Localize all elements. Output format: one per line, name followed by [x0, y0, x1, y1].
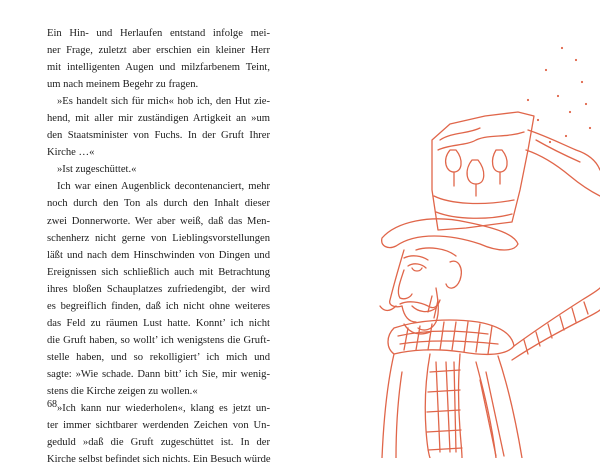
text-line: es begreiflich finden, daß ich nicht ohne weiteres: [47, 300, 270, 312]
right-page: [300, 0, 600, 458]
text-line: ner Frage, zuletzt aber erschien ein kleiner Herr: [47, 45, 270, 57]
text-line: stelle haben, und so rekolligiert’ ich mich und: [47, 351, 270, 363]
text-line: ihres bloßen Schauplatzes zufriedengibt, der wird: [47, 283, 270, 295]
text-line: schenherz nicht gerne von Lieblingsvorstellungen: [47, 232, 270, 244]
text-line: das Feld zu räumen Lust hatte. Konnt’ ich nicht: [47, 317, 270, 329]
text-line: »Ist zugeschüttet.«: [57, 164, 137, 176]
text-line: läßt und nach dem Hinschwinden von Dingen und: [47, 249, 270, 261]
speckle-dot: [527, 99, 529, 101]
paragraph: [47, 178, 270, 400]
text-line: noch durch den Ton als durch den Inhalt dieser: [47, 198, 270, 210]
body-text: [47, 25, 270, 468]
speckle-dots: [527, 47, 591, 143]
text-line: Ein Hin- und Herlaufen entstand infolge mei-: [47, 28, 270, 39]
paragraph: [47, 161, 270, 178]
text-line: ter immer sichtbarer werdenden Zeichen von Un-: [47, 420, 270, 432]
text-line: Ereignissen sich schließlich auch mit Betrachtung: [47, 266, 270, 278]
text-line: stens die Kirche zeigen zu wollen.«: [47, 385, 198, 397]
speckle-dot: [575, 59, 577, 61]
left-page: [0, 0, 300, 466]
text-line: sagte: »Wie schade. Dann bitt’ ich Sie, mir wenig-: [47, 368, 270, 380]
speckle-dot: [585, 103, 587, 105]
paragraph: [47, 93, 270, 161]
text-line: hend, mit aller mir zuständigen Artigkeit an »um: [47, 113, 270, 125]
speckle-dot: [557, 95, 559, 97]
speckle-dot: [565, 135, 567, 137]
speckle-dot: [589, 127, 591, 129]
text-line: um nach meinem Begehr zu fragen.: [47, 79, 199, 91]
text-line: geduld »daß die Gruft zugeschüttet ist. In der: [47, 437, 270, 449]
speckle-dot: [561, 47, 563, 49]
text-line: den Staatsminister von Fuchs. In der Gruft Ihrer: [47, 130, 270, 142]
speckle-dot: [569, 111, 571, 113]
speckle-dot: [549, 141, 551, 143]
page-number: 68: [47, 399, 57, 410]
text-line: Ich war einen Augenblick decontenanciert, mehr: [57, 181, 270, 193]
man-in-top-hat-with-scarf-icon: [300, 0, 600, 458]
text-line: die Gruft haben, so wollt’ ich wenigstens die Gruft-: [47, 334, 270, 346]
text-line: zwei Donnerworte. Wer aber weiß, daß das Men-: [47, 215, 270, 227]
speckle-dot: [581, 81, 583, 83]
text-line: mit intelligenten Augen und milzfarbenem Teint,: [47, 62, 270, 74]
text-line: Kirche …«: [47, 147, 95, 159]
text-line: »Es handelt sich für mich« hob ich, den Hut zie-: [57, 96, 270, 108]
speckle-dot: [537, 119, 539, 121]
speckle-dot: [545, 69, 547, 71]
text-line: »Ich kann nur wiederholen«, klang es jetzt un-: [57, 403, 270, 415]
text-line: Kirche selbst befindet sich nichts. Ein Besuch würde: [47, 454, 271, 466]
paragraph: [47, 25, 270, 93]
